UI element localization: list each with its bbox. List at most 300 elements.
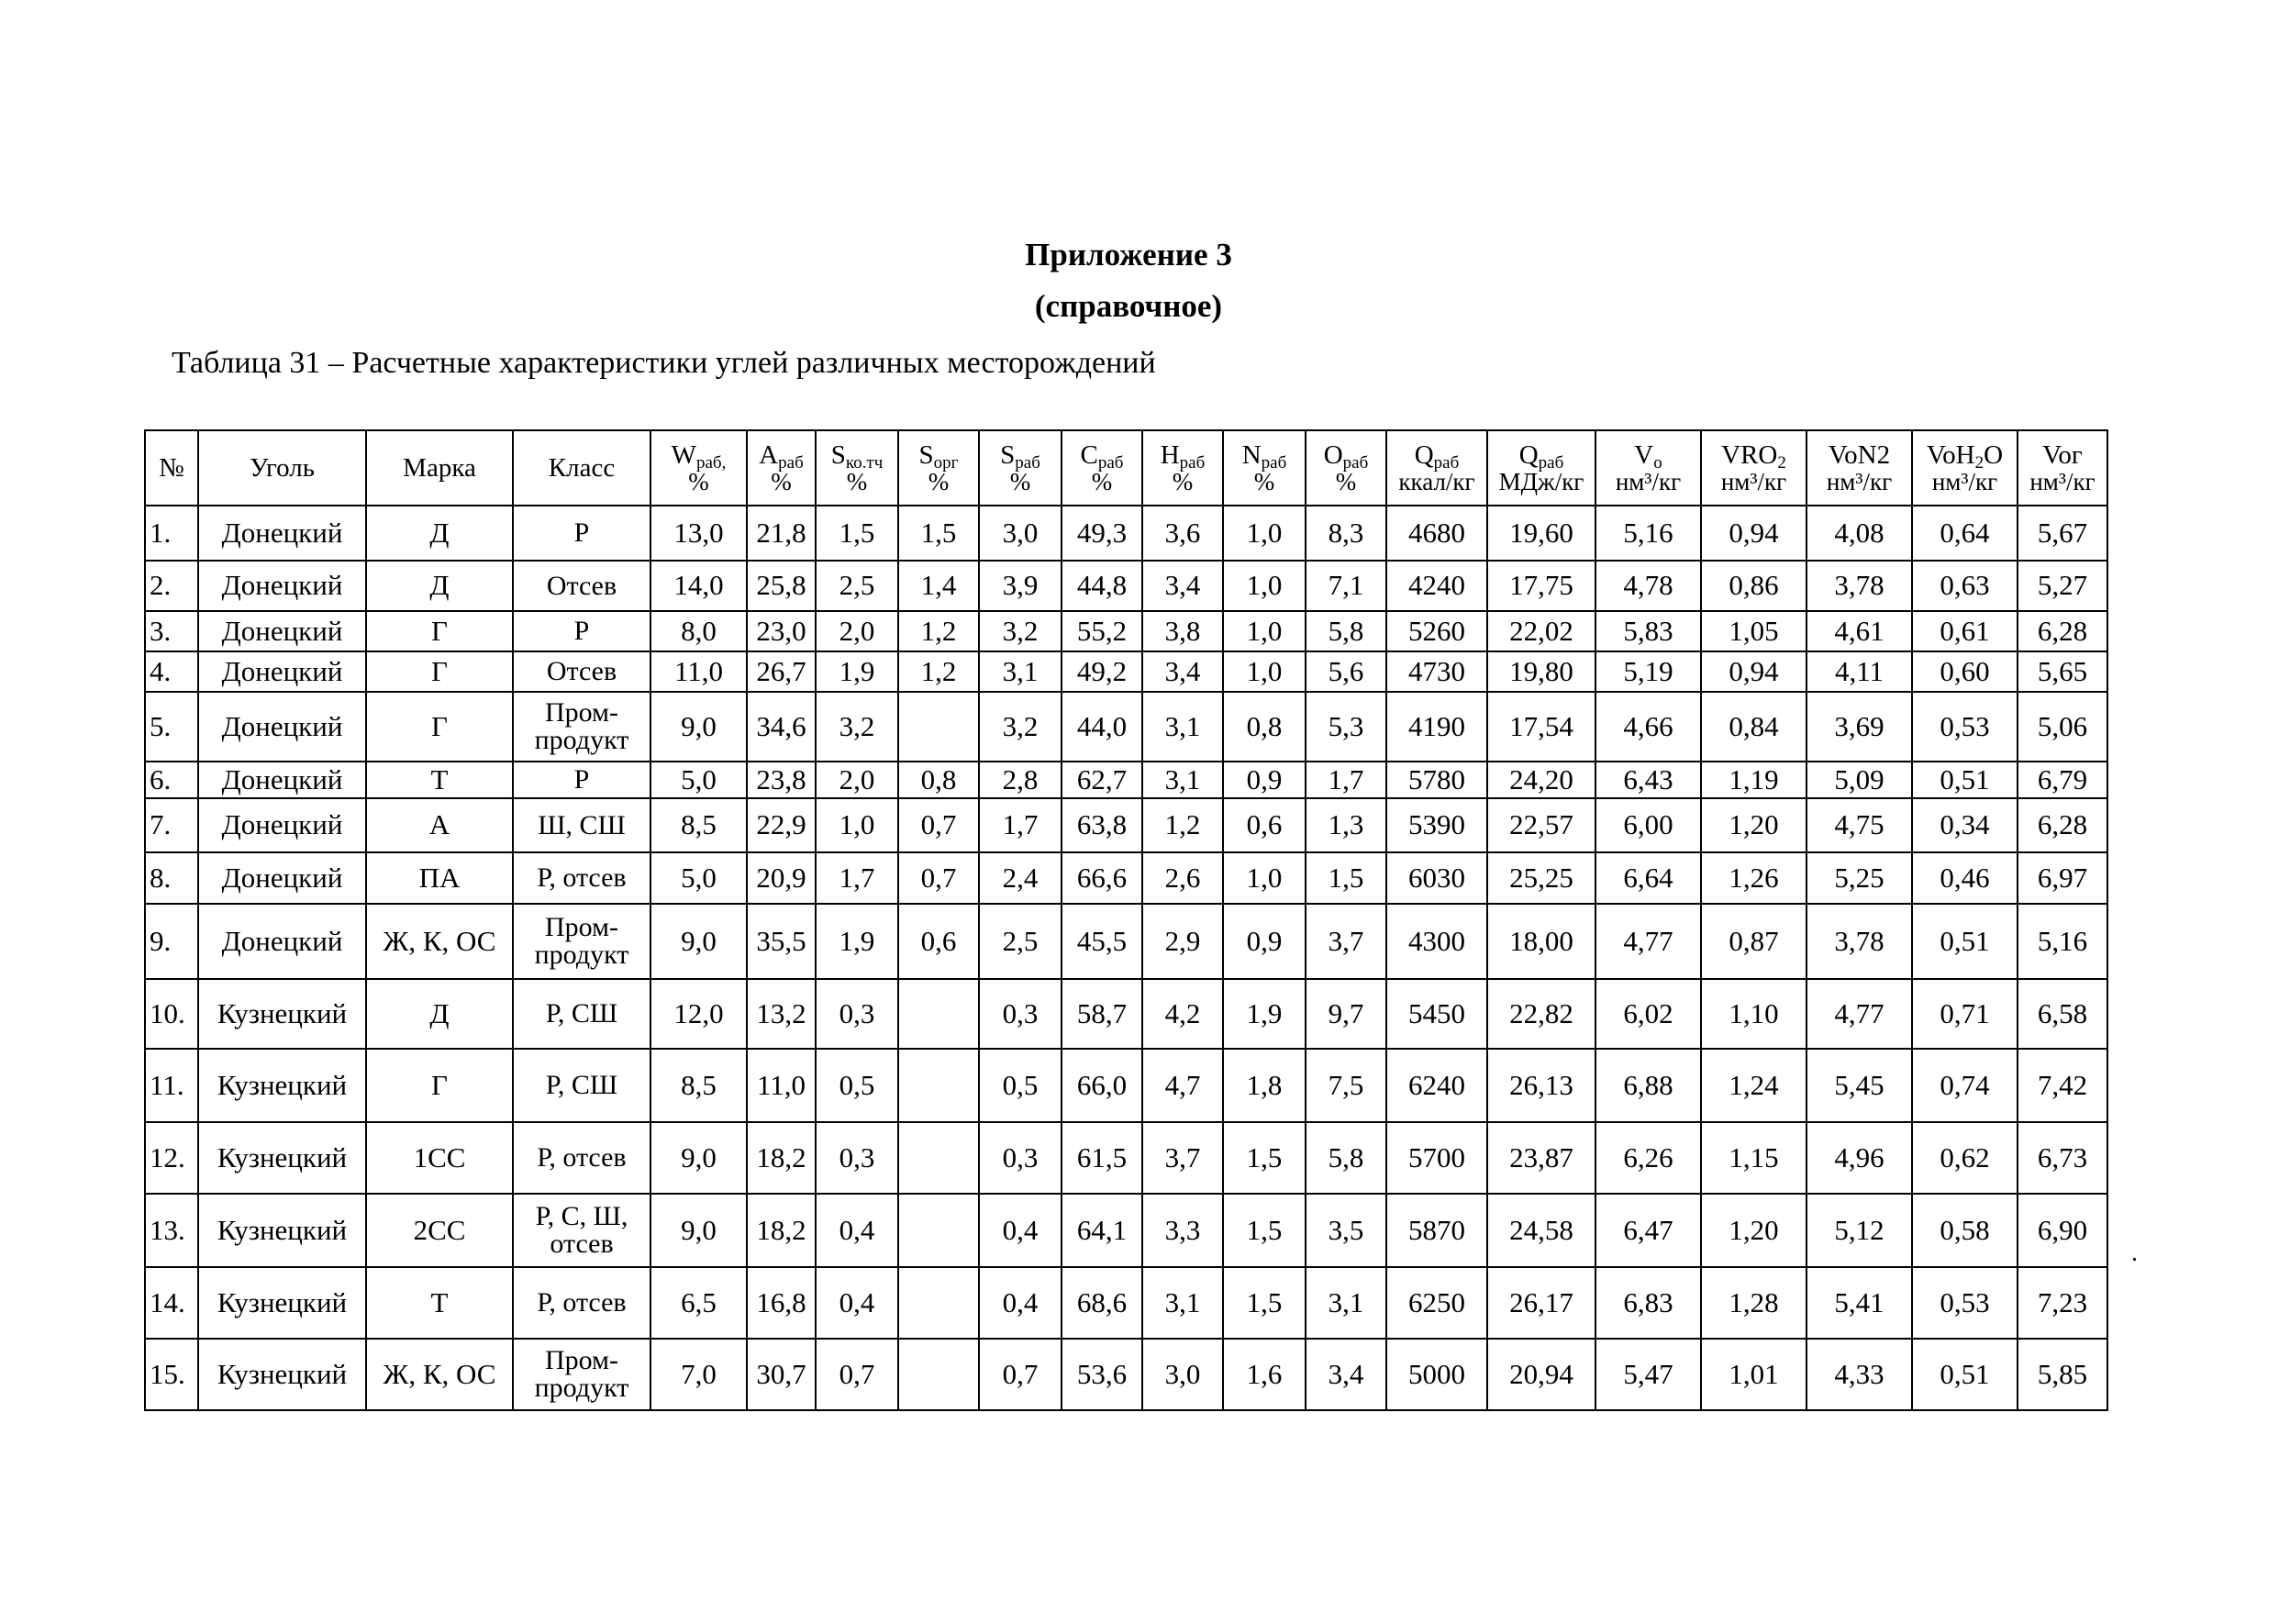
table-cell: 0,46 <box>1912 852 2018 904</box>
table-cell: 1,0 <box>1223 611 1306 651</box>
header-label: $C_{раб}$ <box>1080 439 1124 473</box>
header-unit: % <box>688 468 709 496</box>
table-cell: 3,1 <box>1142 692 1223 762</box>
table-cell: 2,6 <box>1142 852 1223 904</box>
header-label: $Q_{раб}$ <box>1518 439 1564 473</box>
table-cell: 0,53 <box>1912 692 2018 762</box>
header-cell <box>1386 430 1487 506</box>
table-cell: 0,9 <box>1223 762 1306 798</box>
table-cell: 0,60 <box>1912 651 2018 692</box>
header-label: Марка <box>403 452 476 483</box>
table-cell: 9. <box>145 904 198 979</box>
table-cell: 0,51 <box>1912 1339 2018 1410</box>
table-cell: 25,8 <box>747 561 816 611</box>
header-cell <box>1807 430 1912 506</box>
table-cell: 1,01 <box>1701 1339 1807 1410</box>
table-cell: 4,96 <box>1807 1122 1912 1194</box>
table-cell: 5,19 <box>1595 651 1701 692</box>
table-cell: 5,85 <box>2018 1339 2107 1410</box>
table-cell: 0,84 <box>1701 692 1807 762</box>
table-cell: 0,61 <box>1912 611 2018 651</box>
table-cell: 2,5 <box>979 904 1062 979</box>
header-cell <box>1223 430 1306 506</box>
table-cell: Д <box>366 506 513 561</box>
table-cell: 0,51 <box>1912 904 2018 979</box>
table-cell: 3,7 <box>1142 1122 1223 1194</box>
table-cell: 13,2 <box>747 979 816 1049</box>
table-cell: 4,33 <box>1807 1339 1912 1410</box>
table-cell: 4. <box>145 651 198 692</box>
header-unit: % <box>1172 468 1194 496</box>
table-cell: 5,3 <box>1306 692 1386 762</box>
header-cell <box>145 430 198 506</box>
table-cell: 1,10 <box>1701 979 1807 1049</box>
table-cell: 6,02 <box>1595 979 1701 1049</box>
table-row <box>145 762 2107 798</box>
table-cell: 1,0 <box>1223 506 1306 561</box>
table-cell: 6250 <box>1386 1267 1487 1339</box>
header-cell <box>1487 430 1595 506</box>
table-row <box>145 611 2107 651</box>
table-cell: 17,54 <box>1487 692 1595 762</box>
table-cell: 5,16 <box>2018 904 2107 979</box>
table-cell: 0,34 <box>1912 798 2018 852</box>
table-cell: 4,61 <box>1807 611 1912 651</box>
table-cell: 0,3 <box>979 1122 1062 1194</box>
table-cell: Отсев <box>513 561 650 611</box>
table-cell: 7,1 <box>1306 561 1386 611</box>
table-cell: 0,94 <box>1701 506 1807 561</box>
table-cell: 15. <box>145 1339 198 1410</box>
table-cell: Г <box>366 611 513 651</box>
table-cell: 5390 <box>1386 798 1487 852</box>
table-cell: 62,7 <box>1062 762 1142 798</box>
table-cell: 9,0 <box>650 692 747 762</box>
table-cell: 1,5 <box>1223 1194 1306 1267</box>
header-unit: нм³/кг <box>1826 468 1893 496</box>
table-cell: 17,75 <box>1487 561 1595 611</box>
table-row <box>145 1267 2107 1339</box>
table-cell: 2,8 <box>979 762 1062 798</box>
table-cell: 4,66 <box>1595 692 1701 762</box>
table-cell: 4,2 <box>1142 979 1223 1049</box>
table-cell: 1,9 <box>1223 979 1306 1049</box>
table-cell: Донецкий <box>198 651 366 692</box>
table-cell: 66,6 <box>1062 852 1142 904</box>
page-subtitle: (справочное) <box>1034 288 1223 324</box>
table-cell: 14. <box>145 1267 198 1339</box>
table-cell: 5,12 <box>1807 1194 1912 1267</box>
table-cell <box>898 1267 979 1339</box>
table-cell: 5,8 <box>1306 1122 1386 1194</box>
table-cell: 3,3 <box>1142 1194 1223 1267</box>
table-cell: 23,0 <box>747 611 816 651</box>
table-cell: 26,7 <box>747 651 816 692</box>
header-label: $Q_{раб}$ <box>1414 439 1460 473</box>
table-cell: 24,20 <box>1487 762 1595 798</box>
table-cell: 4190 <box>1386 692 1487 762</box>
table-cell: Р, СШ <box>513 1049 650 1122</box>
table-cell: 5260 <box>1386 611 1487 651</box>
table-cell: 1,9 <box>816 651 898 692</box>
table-caption: Таблица 31 – Расчетные характеристики углей различных месторождений <box>172 346 1156 380</box>
table-cell: 0,4 <box>979 1194 1062 1267</box>
table-row <box>145 1122 2107 1194</box>
table-cell: 0,6 <box>1223 798 1306 852</box>
table-cell: 1,5 <box>1223 1122 1306 1194</box>
table-cell: 14,0 <box>650 561 747 611</box>
table-cell: 18,2 <box>747 1194 816 1267</box>
table-cell: 4,11 <box>1807 651 1912 692</box>
header-cell <box>2018 430 2107 506</box>
table-cell: Кузнецкий <box>198 979 366 1049</box>
table-cell: Донецкий <box>198 852 366 904</box>
table-cell: Пром-продукт <box>513 1339 650 1410</box>
table-cell: 0,5 <box>816 1049 898 1122</box>
table-cell: 5,45 <box>1807 1049 1912 1122</box>
table-cell: Донецкий <box>198 561 366 611</box>
table-cell: Д <box>366 561 513 611</box>
header-label: $N_{раб}$ <box>1241 439 1287 473</box>
table-cell: 4,08 <box>1807 506 1912 561</box>
header-label: Класс <box>548 452 616 483</box>
table-cell: Пром-продукт <box>513 692 650 762</box>
table-cell: 12. <box>145 1122 198 1194</box>
table-cell: 5,0 <box>650 852 747 904</box>
header-label: $O_{раб}$ <box>1323 439 1369 473</box>
table-cell: 0,58 <box>1912 1194 2018 1267</box>
table-cell: 4,7 <box>1142 1049 1223 1122</box>
table-row <box>145 979 2107 1049</box>
table-cell: 21,8 <box>747 506 816 561</box>
table-cell: 1,7 <box>1306 762 1386 798</box>
table-cell: 3,7 <box>1306 904 1386 979</box>
table-cell: 2,0 <box>816 611 898 651</box>
table-cell: 3,2 <box>816 692 898 762</box>
table-cell: 11,0 <box>650 651 747 692</box>
table-cell: 23,8 <box>747 762 816 798</box>
table-cell: Т <box>366 762 513 798</box>
header-cell <box>366 430 513 506</box>
header-cell <box>198 430 366 506</box>
table-cell: 9,0 <box>650 904 747 979</box>
table-cell: 18,2 <box>747 1122 816 1194</box>
table-cell: 1,2 <box>1142 798 1223 852</box>
table-cell: Д <box>366 979 513 1049</box>
coal-characteristics-table <box>144 429 2108 1411</box>
table-cell: 26,13 <box>1487 1049 1595 1122</box>
table-cell: 53,6 <box>1062 1339 1142 1410</box>
table-cell: 68,6 <box>1062 1267 1142 1339</box>
header-unit: нм³/кг <box>1615 468 1682 496</box>
table-cell: 3,6 <box>1142 506 1223 561</box>
table-cell: 0,94 <box>1701 651 1807 692</box>
table-cell: 8. <box>145 852 198 904</box>
header-cell <box>513 430 650 506</box>
table-cell <box>898 692 979 762</box>
table-cell: 9,0 <box>650 1122 747 1194</box>
table-cell: 0,64 <box>1912 506 2018 561</box>
header-label: $V_о$ <box>1634 439 1662 473</box>
table-cell: 5,6 <box>1306 651 1386 692</box>
table-cell: 4,77 <box>1807 979 1912 1049</box>
table-cell: Г <box>366 692 513 762</box>
header-unit: % <box>1335 468 1357 496</box>
table-cell: 6,00 <box>1595 798 1701 852</box>
table-cell: 3,8 <box>1142 611 1223 651</box>
table-cell: 49,2 <box>1062 651 1142 692</box>
table-cell: Пром-продукт <box>513 904 650 979</box>
table-cell: 0,86 <box>1701 561 1807 611</box>
table-cell: 2СС <box>366 1194 513 1267</box>
table-cell: ПА <box>366 852 513 904</box>
header-unit: % <box>1091 468 1113 496</box>
header-unit: нм³/кг <box>1720 468 1787 496</box>
table-cell: Р, отсев <box>513 1267 650 1339</box>
table-cell: Кузнецкий <box>198 1194 366 1267</box>
header-unit: % <box>846 468 868 496</box>
table-cell: 1,0 <box>1223 651 1306 692</box>
table-row <box>145 1049 2107 1122</box>
table-cell: 0,9 <box>1223 904 1306 979</box>
header-label: VoN2 <box>1828 439 1891 470</box>
table-cell: 11,0 <box>747 1049 816 1122</box>
table-cell: 4,77 <box>1595 904 1701 979</box>
stray-mark: . <box>2131 1239 2138 1267</box>
table-cell: 2. <box>145 561 198 611</box>
table-cell: 0,4 <box>816 1194 898 1267</box>
table-cell: 6,26 <box>1595 1122 1701 1194</box>
table-cell: Донецкий <box>198 692 366 762</box>
header-unit: нм³/кг <box>1931 468 1998 496</box>
table-cell: 22,82 <box>1487 979 1595 1049</box>
table-cell: 2,5 <box>816 561 898 611</box>
table-cell: 4,78 <box>1595 561 1701 611</box>
table-cell: 0,8 <box>898 762 979 798</box>
header-cell <box>1142 430 1223 506</box>
table-cell: 0,71 <box>1912 979 2018 1049</box>
table-cell: 6,5 <box>650 1267 747 1339</box>
table-cell: 0,62 <box>1912 1122 2018 1194</box>
table-cell: 1,9 <box>816 904 898 979</box>
table-row <box>145 561 2107 611</box>
table-cell: 63,8 <box>1062 798 1142 852</box>
table-cell: 3,1 <box>1142 1267 1223 1339</box>
table-cell: 6,28 <box>2018 611 2107 651</box>
header-label: Voг <box>2042 439 2083 470</box>
table-cell: 1,15 <box>1701 1122 1807 1194</box>
table-cell: Г <box>366 651 513 692</box>
table-cell: 0,4 <box>979 1267 1062 1339</box>
table-cell: 7,0 <box>650 1339 747 1410</box>
table-cell: 34,6 <box>747 692 816 762</box>
table-cell: 5450 <box>1386 979 1487 1049</box>
table-cell: 5,47 <box>1595 1339 1701 1410</box>
table-cell: Ж, К, ОС <box>366 904 513 979</box>
table-cell: 24,58 <box>1487 1194 1595 1267</box>
table-cell: Донецкий <box>198 798 366 852</box>
table-cell: Р, С, Ш, отсев <box>513 1194 650 1267</box>
table-cell: 0,63 <box>1912 561 2018 611</box>
table-cell: 61,5 <box>1062 1122 1142 1194</box>
table-cell: 5,09 <box>1807 762 1912 798</box>
table-cell: 5,67 <box>2018 506 2107 561</box>
header-label: $S_{орг}$ <box>918 439 959 473</box>
table-cell: 6,79 <box>2018 762 2107 798</box>
table-cell: 4,75 <box>1807 798 1912 852</box>
table-cell: 7,42 <box>2018 1049 2107 1122</box>
table-cell: 0,4 <box>816 1267 898 1339</box>
table-cell: 5,41 <box>1807 1267 1912 1339</box>
table-cell: 5,27 <box>2018 561 2107 611</box>
table-cell: 3,0 <box>1142 1339 1223 1410</box>
table-cell: 8,0 <box>650 611 747 651</box>
table-cell: 13,0 <box>650 506 747 561</box>
table-cell: 6,47 <box>1595 1194 1701 1267</box>
header-cell <box>1062 430 1142 506</box>
table-cell: 0,87 <box>1701 904 1807 979</box>
table-cell: 3. <box>145 611 198 651</box>
table-cell: 5. <box>145 692 198 762</box>
table-cell: Донецкий <box>198 762 366 798</box>
table-cell: 3,69 <box>1807 692 1912 762</box>
table-row <box>145 506 2107 561</box>
table-cell: 5,8 <box>1306 611 1386 651</box>
table-cell: 0,7 <box>898 852 979 904</box>
header-unit: ккал/кг <box>1398 468 1475 496</box>
table-cell: 2,4 <box>979 852 1062 904</box>
table-cell: 0,3 <box>979 979 1062 1049</box>
table-cell: 8,5 <box>650 798 747 852</box>
table-cell: 5,16 <box>1595 506 1701 561</box>
table-cell: 23,87 <box>1487 1122 1595 1194</box>
table-cell: 5870 <box>1386 1194 1487 1267</box>
table-cell: 1,20 <box>1701 1194 1807 1267</box>
table-cell: 1,3 <box>1306 798 1386 852</box>
table-cell: 0,7 <box>898 798 979 852</box>
table-cell: 3,78 <box>1807 904 1912 979</box>
table-cell: 13. <box>145 1194 198 1267</box>
table-cell: 5,0 <box>650 762 747 798</box>
table-cell: Отсев <box>513 651 650 692</box>
header-label: $S_{ко.тч}$ <box>830 439 884 473</box>
table-cell: 2,0 <box>816 762 898 798</box>
table-cell: 1,2 <box>898 611 979 651</box>
table-cell: 3,9 <box>979 561 1062 611</box>
table-cell: 4680 <box>1386 506 1487 561</box>
table-cell: Р, отсев <box>513 852 650 904</box>
table-cell: 3,1 <box>1142 762 1223 798</box>
header-cell <box>650 430 747 506</box>
table-cell: Р <box>513 611 650 651</box>
table-cell: 9,0 <box>650 1194 747 1267</box>
table-cell: 26,17 <box>1487 1267 1595 1339</box>
table-cell: 3,5 <box>1306 1194 1386 1267</box>
table-row <box>145 1339 2107 1410</box>
table-cell: 55,2 <box>1062 611 1142 651</box>
table-cell: 1,5 <box>898 506 979 561</box>
header-unit: % <box>1253 468 1275 496</box>
header-cell <box>979 430 1062 506</box>
table-cell: 1,5 <box>816 506 898 561</box>
table-cell: 0,6 <box>898 904 979 979</box>
header-label: $W_{раб,}$ <box>671 439 727 473</box>
table-cell: 58,7 <box>1062 979 1142 1049</box>
table-cell: 10. <box>145 979 198 1049</box>
header-unit: % <box>1009 468 1031 496</box>
table-cell: Донецкий <box>198 611 366 651</box>
table-cell: 1,2 <box>898 651 979 692</box>
table-cell: 19,80 <box>1487 651 1595 692</box>
table-cell: 1,0 <box>1223 852 1306 904</box>
header-cell <box>1595 430 1701 506</box>
table-cell: 30,7 <box>747 1339 816 1410</box>
table-cell: 3,4 <box>1142 651 1223 692</box>
table-cell: 22,57 <box>1487 798 1595 852</box>
table-cell: 64,1 <box>1062 1194 1142 1267</box>
header-label: $A_{раб}$ <box>759 439 804 473</box>
table-cell: 25,25 <box>1487 852 1595 904</box>
table-cell <box>898 1339 979 1410</box>
table-cell: 4730 <box>1386 651 1487 692</box>
table-cell: 4300 <box>1386 904 1487 979</box>
table-cell: 22,9 <box>747 798 816 852</box>
table-cell: 0,7 <box>816 1339 898 1410</box>
table-cell: Кузнецкий <box>198 1339 366 1410</box>
table-cell: 5780 <box>1386 762 1487 798</box>
header-cell <box>1912 430 2018 506</box>
table-cell: 1,5 <box>1223 1267 1306 1339</box>
table-cell: 19,60 <box>1487 506 1595 561</box>
header-label: $H_{раб}$ <box>1160 439 1206 473</box>
table-cell <box>898 1122 979 1194</box>
table-cell: 6,64 <box>1595 852 1701 904</box>
header-unit: нм³/кг <box>2029 468 2096 496</box>
header-label: $VRO_2$ <box>1721 439 1786 473</box>
table-cell: Ж, К, ОС <box>366 1339 513 1410</box>
table-cell: Ш, СШ <box>513 798 650 852</box>
table-cell: 11. <box>145 1049 198 1122</box>
table-cell: 3,4 <box>1306 1339 1386 1410</box>
table-cell: Р, СШ <box>513 979 650 1049</box>
table-cell: 3,1 <box>979 651 1062 692</box>
table-cell: 6,43 <box>1595 762 1701 798</box>
header-unit: % <box>771 468 792 496</box>
table-cell: 49,3 <box>1062 506 1142 561</box>
table-cell: 1,24 <box>1701 1049 1807 1122</box>
table-cell: Кузнецкий <box>198 1122 366 1194</box>
table-cell: 35,5 <box>747 904 816 979</box>
table-cell: Кузнецкий <box>198 1049 366 1122</box>
table-cell: 0,3 <box>816 979 898 1049</box>
table-cell: 6,58 <box>2018 979 2107 1049</box>
table-cell: 4240 <box>1386 561 1487 611</box>
table-cell: 7,5 <box>1306 1049 1386 1122</box>
header-cell <box>816 430 898 506</box>
table-cell: 0,8 <box>1223 692 1306 762</box>
table-cell: Т <box>366 1267 513 1339</box>
table-cell: 1,20 <box>1701 798 1807 852</box>
table-cell: 2,9 <box>1142 904 1223 979</box>
header-cell <box>1306 430 1386 506</box>
table-cell: 45,5 <box>1062 904 1142 979</box>
table-cell: Кузнецкий <box>198 1267 366 1339</box>
table-cell: 0,3 <box>816 1122 898 1194</box>
table-cell: 7,23 <box>2018 1267 2107 1339</box>
header-cell <box>747 430 816 506</box>
table-cell: Р <box>513 762 650 798</box>
table-cell: 7. <box>145 798 198 852</box>
